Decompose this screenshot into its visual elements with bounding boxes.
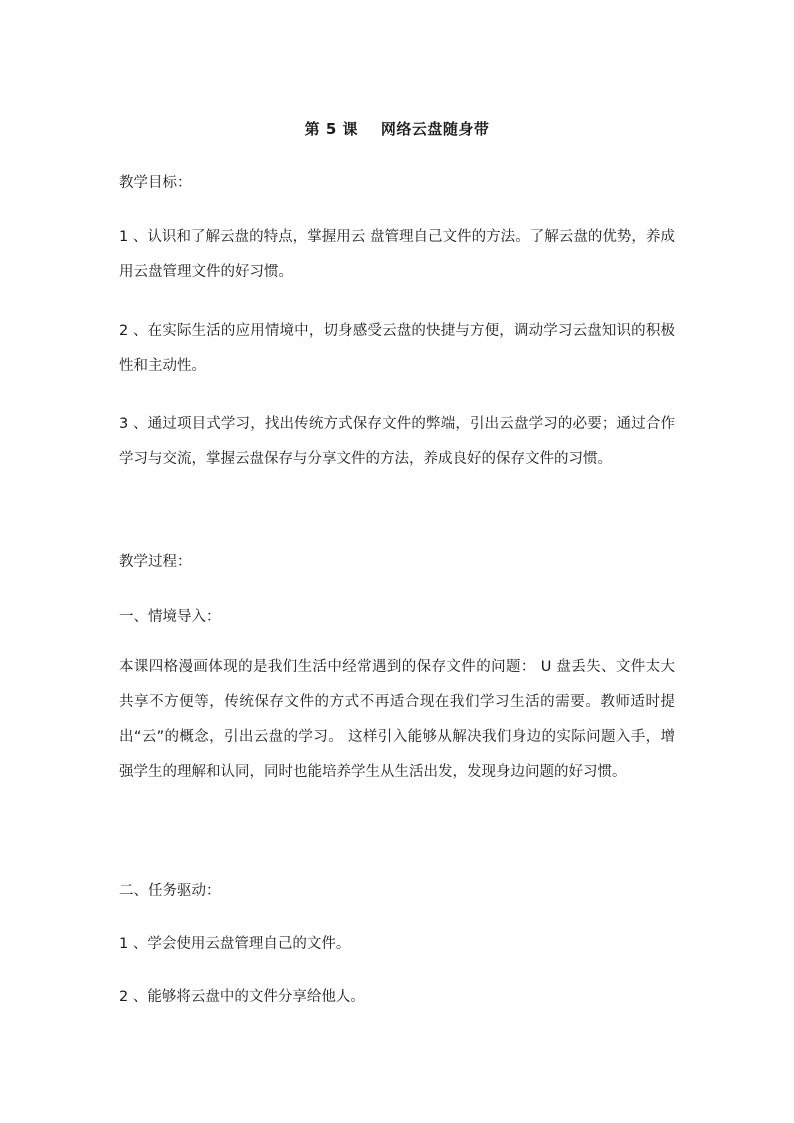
section1-heading: 一、情境导入： xyxy=(119,609,221,625)
objective-item-1: 1 、认识和了解云盘的特点，掌握用云 盘管理自己文件的方法。了解云盘的优势，养成用云盘管理文件的好习惯。 xyxy=(119,229,675,280)
section2-heading: 二、任务驱动： xyxy=(119,883,221,899)
objective-item-3: 3 、通过项目式学习，找出传统方式保存文件的弊端，引出云盘学习的必要；通过合作学习与交流，掌握云盘保存与分享文件的方法，养成良好的保存文件的习惯。 xyxy=(119,416,675,467)
process-heading: 教学过程： xyxy=(119,554,192,570)
objectives-heading: 教学目标： xyxy=(119,175,192,191)
lesson-title: 第 5 课 网络云盘随身带 xyxy=(304,120,490,138)
section1-body: 本课四格漫画体现的是我们生活中经常遇到的保存文件的问题： U 盘丢失、文件太大共享不方便等，传统保存文件的方式不再适合现在我们学习生活的需要。教师适时提出“云”的概念，引出云盘的学习。 这样引入能够从解决我们身边的实际问题入手，增强学生的理解和认同，同时也能培养学生从生活出发，发现身边问题的好习惯。 xyxy=(119,659,675,780)
task-item-1: 1 、学会使用云盘管理自己的文件。 xyxy=(119,936,351,952)
task-item-2: 2 、能够将云盘中的文件分享给他人。 xyxy=(119,989,365,1005)
objective-item-2: 2 、在实际生活的应用情境中，切身感受云盘的快捷与方便，调动学习云盘知识的积极性和主动性。 xyxy=(119,323,675,374)
